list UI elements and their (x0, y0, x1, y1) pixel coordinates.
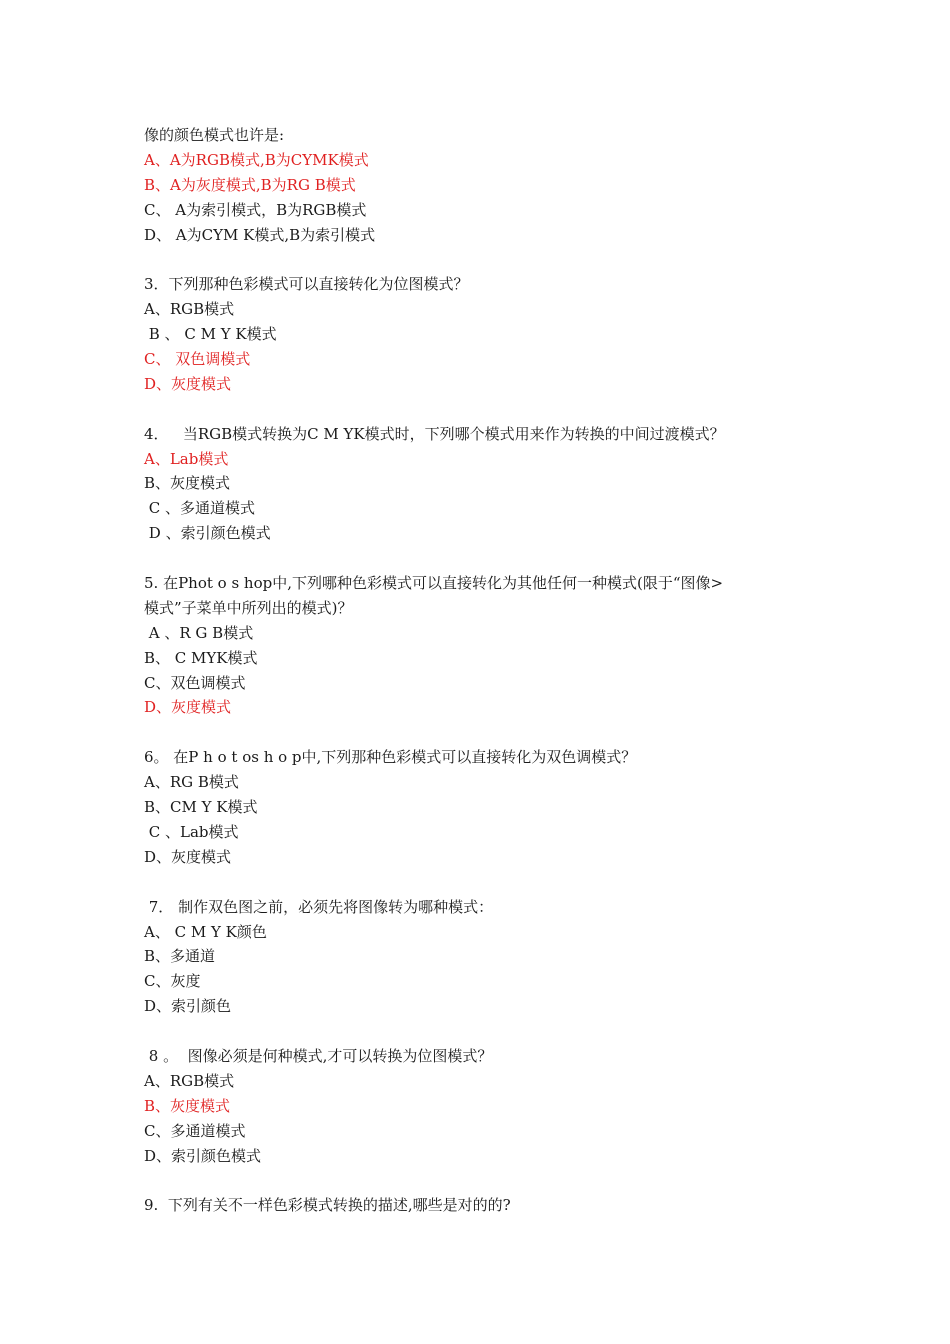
answer-option: B、CM Y K模式 (144, 798, 258, 817)
block-spacer (144, 397, 824, 422)
answer-option: D 、索引颜色模式 (144, 524, 271, 543)
answer-option-highlighted: C、 双色调模式 (144, 350, 251, 369)
question-text: 3．下列那种色彩模式可以直接转化为位图模式？ (144, 275, 469, 294)
answer-option: C、双色调模式 (144, 673, 246, 692)
answer-option: C 、多通道模式 (144, 499, 256, 518)
block-spacer (144, 1168, 824, 1193)
answer-option: A、 C M Y K颜色 (144, 922, 267, 941)
answer-option: C、 A为索引模式，B为RGB模式 (144, 200, 367, 219)
answer-option: 模式”子菜单中所列出的模式)？ (144, 598, 353, 617)
answer-option: C、多通道模式 (144, 1121, 246, 1140)
answer-option: B 、 C M Y K模式 (144, 325, 277, 344)
question-block (144, 123, 824, 247)
answer-option-highlighted: A、Lab模式 (144, 449, 229, 468)
question-text: 8 。 图像必须是何种模式,才可以转换为位图模式？ (144, 1046, 493, 1065)
question-text: 9. 下列有关不一样色彩模式转换的描述,哪些是对的的? (144, 1196, 511, 1215)
answer-option-highlighted: B、灰度模式 (144, 1096, 231, 1115)
answer-option: A、RGB模式 (144, 300, 235, 319)
answer-option: C 、Lab模式 (144, 822, 239, 841)
answer-option: A、RG B模式 (144, 773, 239, 792)
question-block (144, 571, 824, 720)
answer-option-highlighted: A、A为RGB模式,B为CYMK模式 (144, 150, 369, 169)
answer-option: C、灰度 (144, 972, 201, 991)
answer-option: D、灰度模式 (144, 847, 232, 866)
answer-option: D、索引颜色模式 (144, 1146, 262, 1165)
question-text: 4． 当RGB模式转换为C M YK模式时，下列哪个模式用来作为转换的中间过渡模式？ (144, 424, 725, 443)
answer-option: D、索引颜色 (144, 997, 232, 1016)
block-spacer (144, 870, 824, 895)
block-spacer (144, 720, 824, 745)
question-block (144, 1044, 824, 1168)
answer-option: A、RGB模式 (144, 1071, 235, 1090)
question-text: 6。 在P h o t os h o p中,下列那种色彩模式可以直接转化为双色调模式？ (144, 748, 637, 767)
question-block (144, 272, 824, 396)
block-spacer (144, 247, 824, 272)
answer-option-highlighted: D、灰度模式 (144, 698, 232, 717)
question-block (144, 422, 824, 546)
question-text: 像的颜色模式也许是: (144, 126, 285, 144)
question-block (144, 1193, 824, 1218)
question-block (144, 745, 824, 869)
document-body (144, 123, 824, 1218)
answer-option: B、 C MYK模式 (144, 648, 258, 667)
answer-option-highlighted: D、灰度模式 (144, 374, 232, 393)
answer-option: B、灰度模式 (144, 474, 231, 493)
question-text: 5. 在Phot o s hop中,下列哪种色彩模式可以直接转化为其他任何一种模式(限于“图像> (144, 574, 724, 593)
question-text: 7． 制作双色图之前，必须先将图像转为哪种模式： (144, 897, 494, 916)
answer-option-highlighted: B、A为灰度模式,B为RG B模式 (144, 175, 356, 194)
answer-option: B、多通道 (144, 947, 216, 966)
block-spacer (144, 1019, 824, 1044)
block-spacer (144, 546, 824, 571)
answer-option: A 、R G B模式 (144, 623, 254, 642)
answer-option: D、 A为CYM K模式,B为索引模式 (144, 225, 376, 244)
question-block (144, 895, 824, 1019)
